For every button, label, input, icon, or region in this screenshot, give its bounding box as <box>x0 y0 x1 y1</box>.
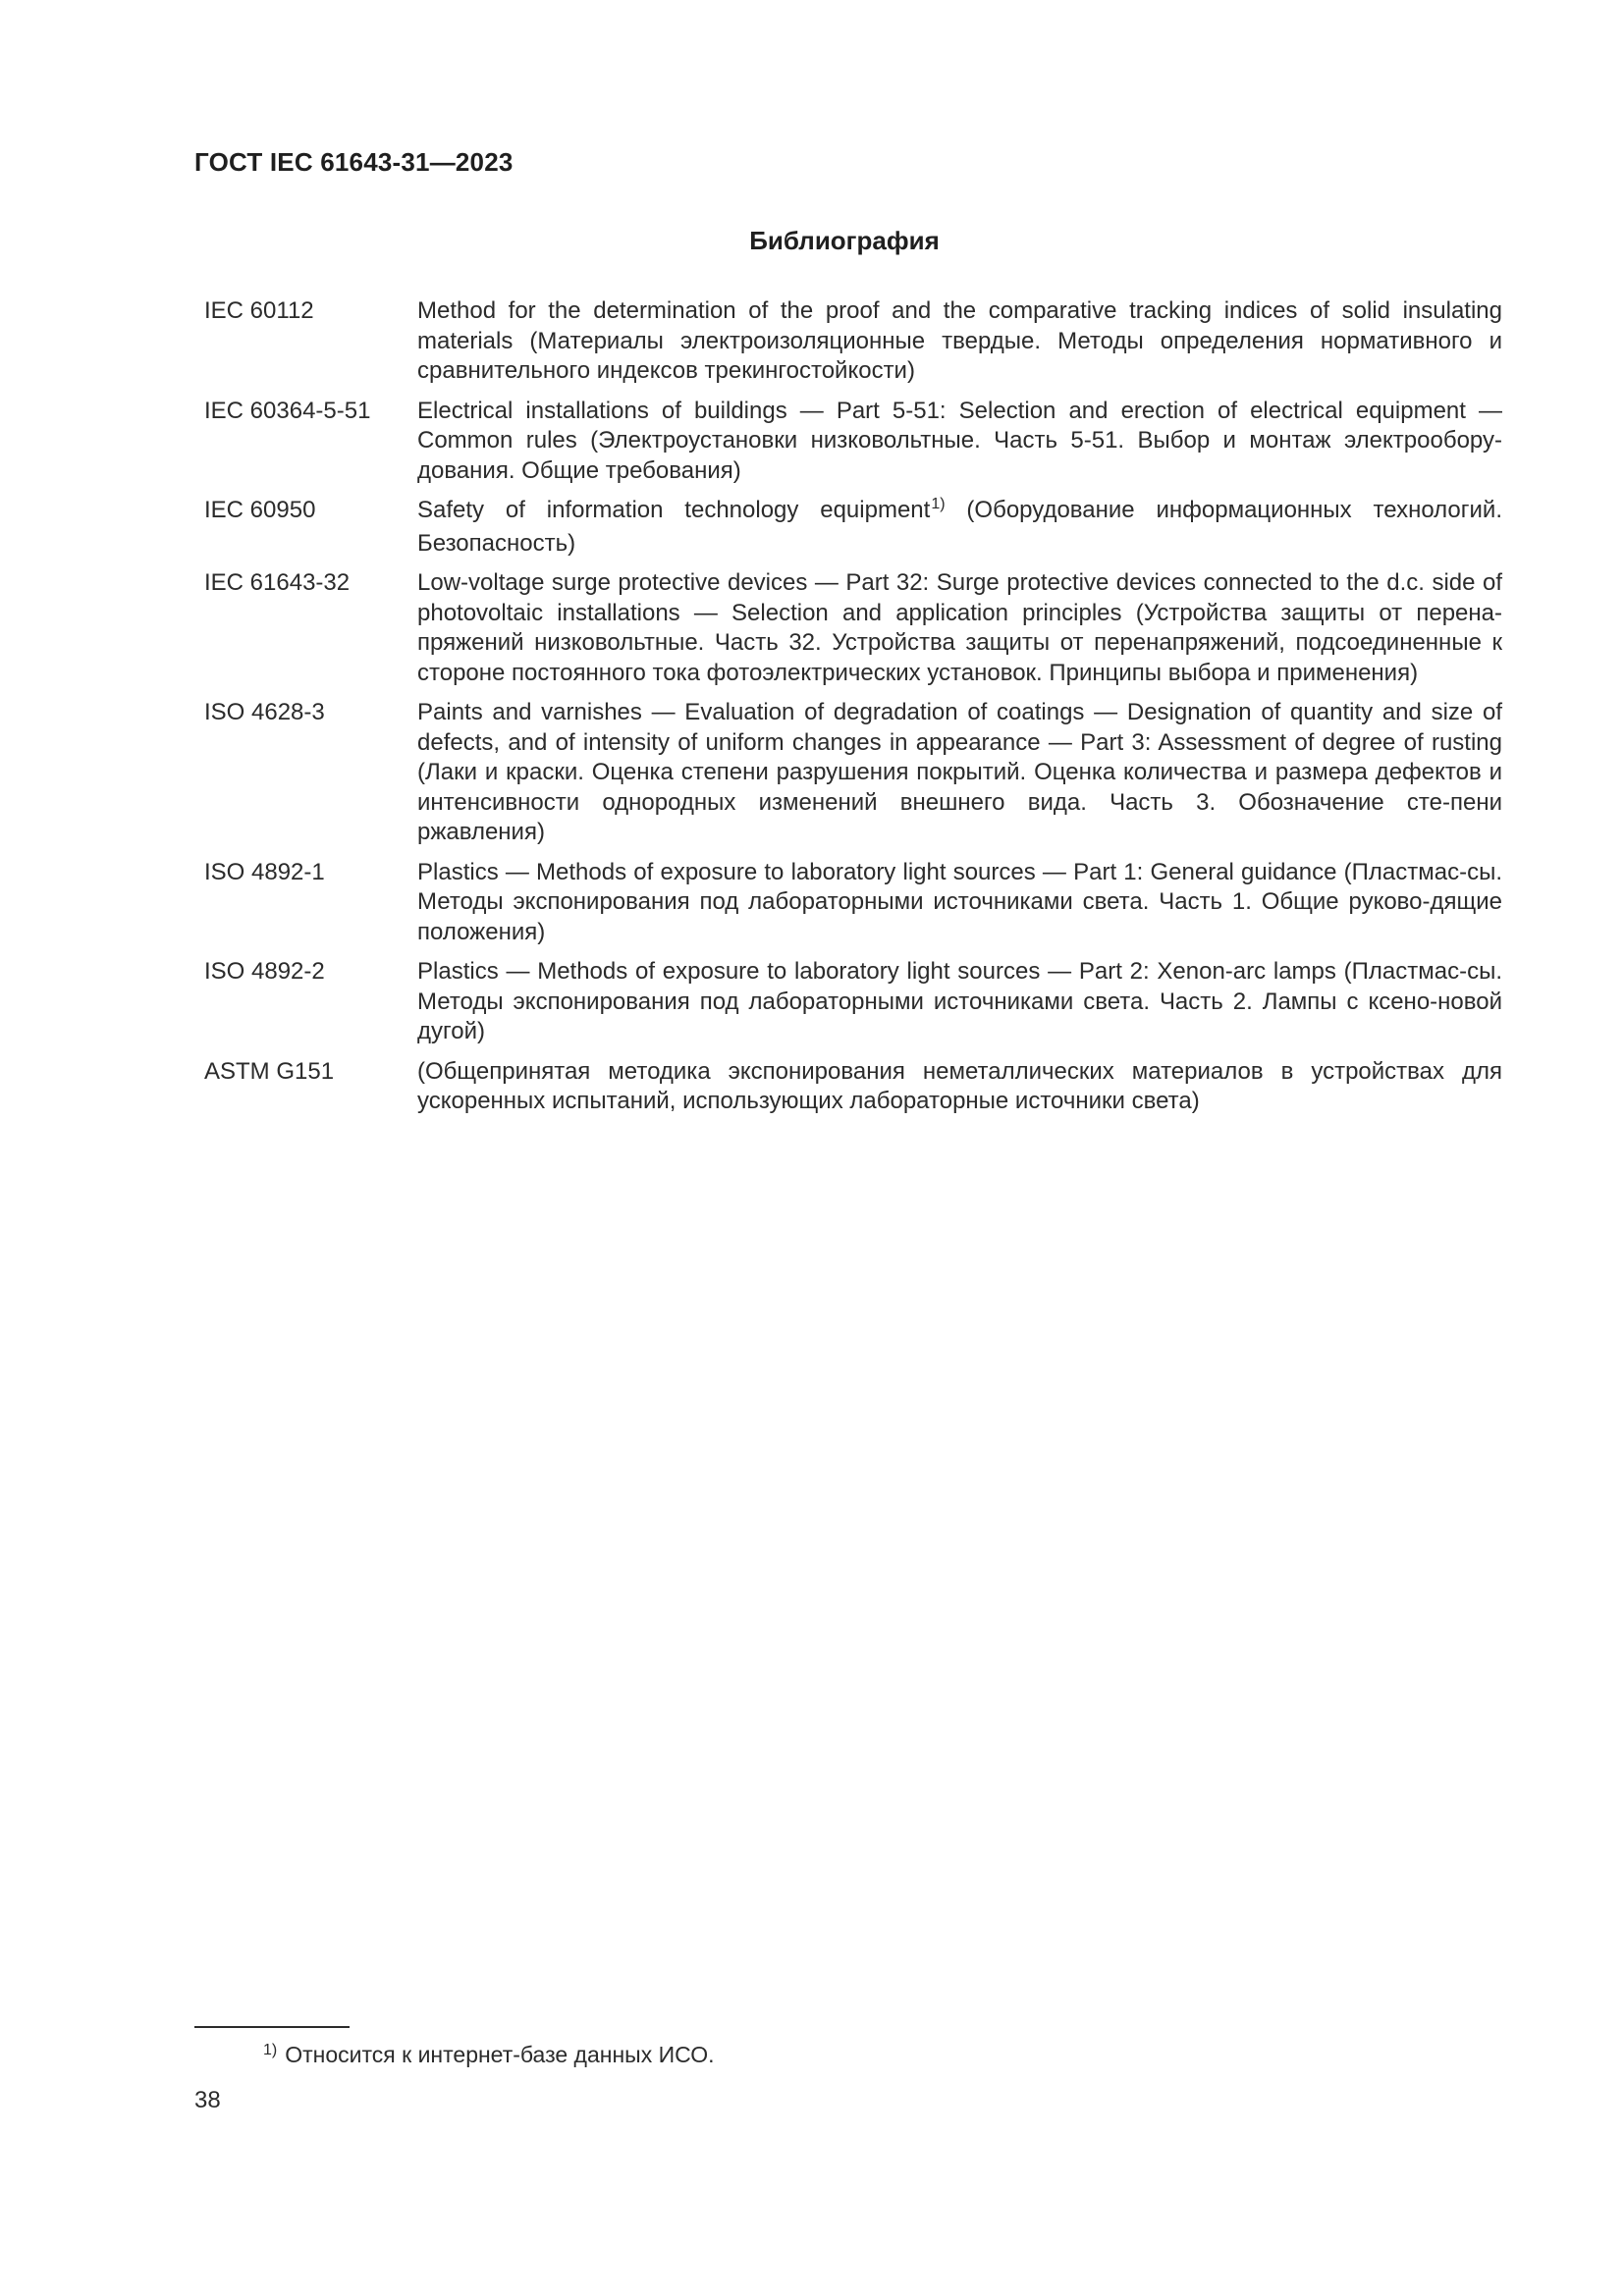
footnote-divider <box>194 2026 350 2028</box>
bibliography-code: ASTM G151 <box>204 1057 335 1085</box>
bibliography-code: IEC 61643-32 <box>204 569 351 596</box>
footnote-mark: 1) <box>263 2042 278 2058</box>
bibliography-entry <box>204 397 1502 487</box>
bibliography-code: ISO 4892-1 <box>204 858 325 885</box>
footnote-text: Относится к интернет-базе данных ИСО. <box>285 2042 715 2067</box>
bibliography-entry <box>204 296 1502 387</box>
bibliography-title: Plastics — Methods of exposure to laboratory light sources — Part 1: General guidance (Пластмас-сы. Методы экспонирования под лабораторными источниками света. Часть 1. Общие руково-дящие положения) <box>417 858 1502 945</box>
bibliography-title: Plastics — Methods of exposure to laboratory light sources — Part 2: Xenon-arc lamps (Пластмас-сы. Методы экспонирования под лабораторными источниками света. Часть 2. Лампы с ксено-новой дугой) <box>417 958 1502 1044</box>
bibliography-title: Electrical installations of buildings — Part 5-51: Selection and erection of electrical equipment — Common rules (Электроустановки низковольтные. Часть 5-51. Выбор и монтаж электрообору-дования. Общие требования) <box>417 397 1502 484</box>
bibliography-title <box>417 496 1502 559</box>
bibliography-title: Method for the determination of the proof and the comparative tracking indices of solid insulating materials (Материалы электроизоляционные твердые. Методы определения нормативного и сравнительного индексов трекингостойкости) <box>417 297 1502 384</box>
bibliography-entry <box>204 496 1502 559</box>
page-number: 38 <box>194 2087 221 2113</box>
bibliography-title-part: (Оборудование информационных технологий. Безопасность) <box>417 497 1502 557</box>
section-title: Библиография <box>749 226 940 255</box>
bibliography-code: IEC 60950 <box>204 497 316 523</box>
footnote <box>263 2040 715 2073</box>
bibliography-title: (Общепринятая методика экспонирования неметаллических материалов в устройствах для ускоренных испытаний, использующих лабораторные источники света) <box>417 1057 1502 1114</box>
bibliography-title-part: Safety of information technology equipment <box>417 497 931 523</box>
bibliography-code: ISO 4892-2 <box>204 958 325 985</box>
bibliography-code: IEC 60112 <box>204 297 314 324</box>
bibliography-code: ISO 4628-3 <box>204 699 325 725</box>
document-header: ГОСТ IEC 61643-31—2023 <box>194 147 514 177</box>
bibliography-entry <box>204 957 1502 1047</box>
bibliography-title: Low-voltage surge protective devices — Part 32: Surge protective devices connected to the d.c. side of photovoltaic installations — Selection and application principles (Устройства защиты от перена-пряжений низковольтные. Часть 32. Устройства защиты от перенапряжений, подсоединенные к стороне постоянного тока фотоэлектрических установок. Принципы выбора и применения) <box>417 569 1502 686</box>
bibliography-entry <box>204 1057 1502 1117</box>
bibliography-entry <box>204 698 1502 848</box>
bibliography-code: IEC 60364-5-51 <box>204 397 371 424</box>
bibliography-entry <box>204 568 1502 688</box>
bibliography-entry <box>204 858 1502 948</box>
bibliography-list <box>204 296 1502 1127</box>
footnote-reference: 1) <box>931 496 946 512</box>
bibliography-title: Paints and varnishes — Evaluation of degradation of coatings — Designation of quantity and size of defects, and of intensity of uniform changes in appearance — Part 3: Assessment of degree of rusting (Лаки и краски. Оценка степени разрушения покрытий. Оценка количества и размера дефектов и интенсивности однородных изменений внешнего вида. Часть 3. Обозначение сте-пени ржавления) <box>417 699 1502 845</box>
